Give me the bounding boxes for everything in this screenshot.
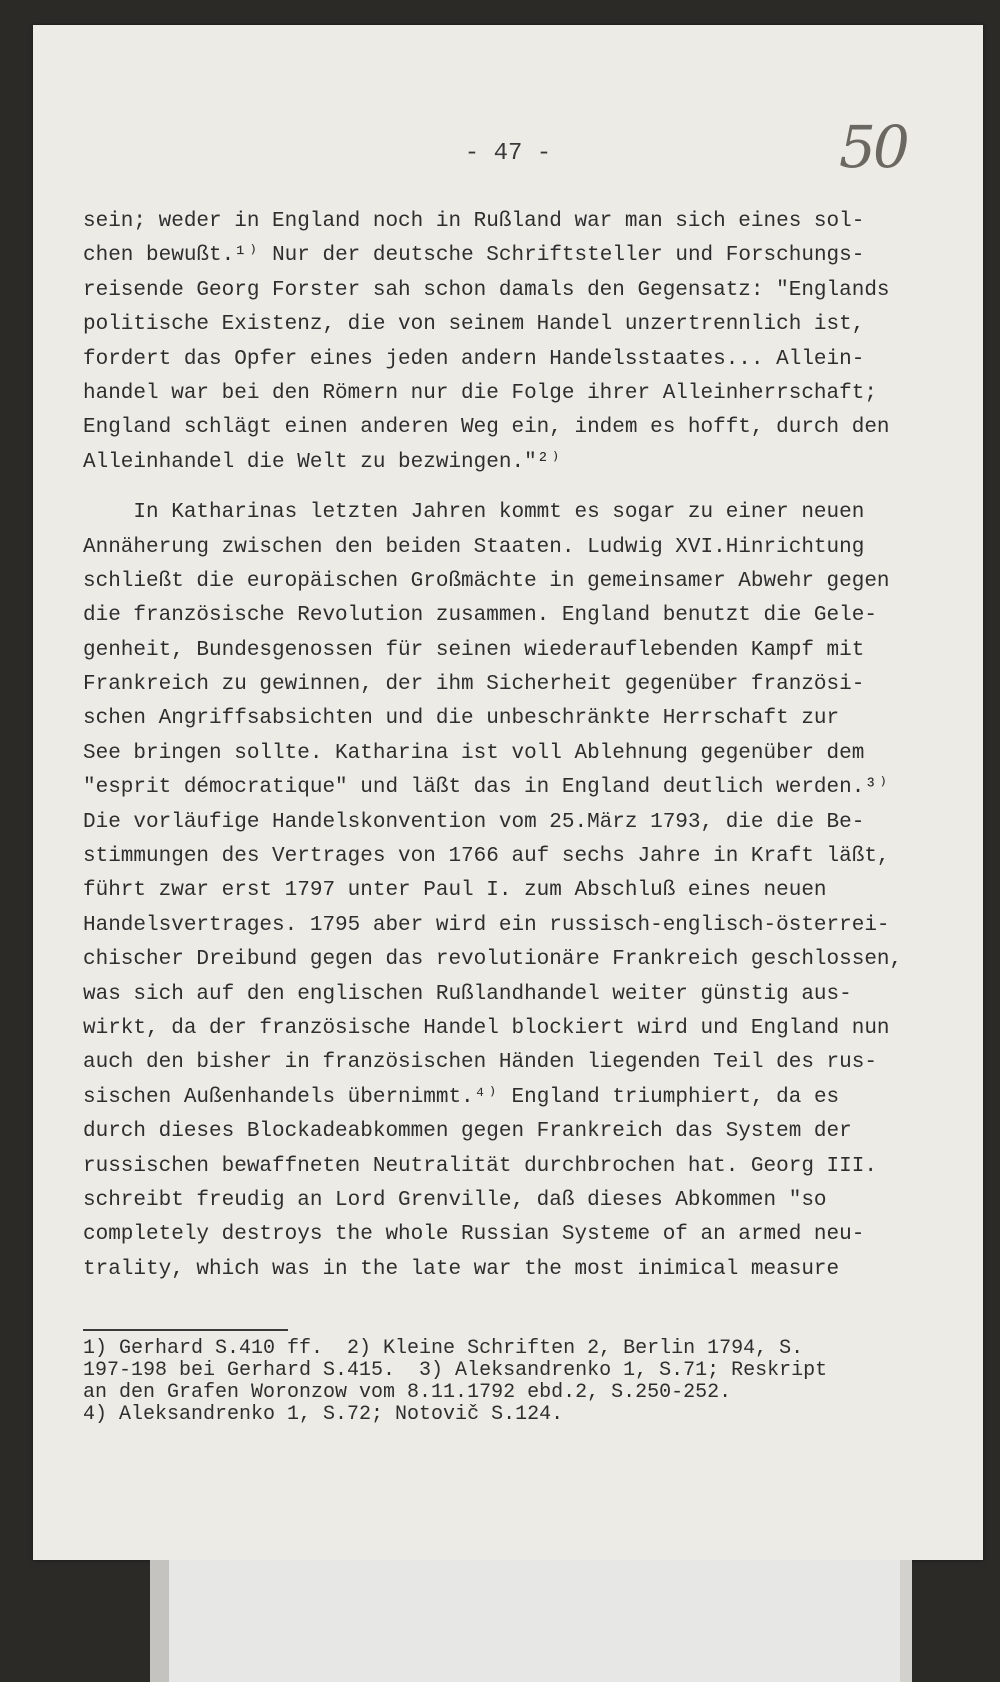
text-line: schreibt freudig an Lord Grenville, daß dieses Abkommen "so xyxy=(83,1188,827,1212)
footnote-line: 4) Aleksandrenko 1, S.72; Notovič S.124. xyxy=(83,1403,564,1426)
footnote-divider xyxy=(83,1329,288,1331)
text-line: trality, which was in the late war the most inimical measure xyxy=(83,1257,840,1281)
text-line: politische Existenz, die von seinem Handel unzertrennlich ist, xyxy=(83,313,865,337)
text-line: genheit, Bundesgenossen für seinen wiederauflebenden Kampf mit xyxy=(83,638,865,662)
text-line: fordert das Opfer eines jeden andern Handelsstaates... Allein- xyxy=(83,347,865,371)
text-line: auch den bisher in französischen Händen liegenden Teil des rus- xyxy=(83,1051,877,1075)
text-line: schließt die europäischen Großmächte in gemeinsamer Abwehr gegen xyxy=(83,569,890,593)
handwritten-archive-number: 50 xyxy=(839,113,907,181)
text-line: was sich auf den englischen Rußlandhandel weiter günstig aus- xyxy=(83,982,852,1006)
text-line: chen bewußt.¹⁾ Nur der deutsche Schriftsteller und Forschungs- xyxy=(83,244,865,268)
text-line: See bringen sollte. Katharina ist voll Ablehnung gegenüber dem xyxy=(83,741,865,765)
footnotes xyxy=(83,1338,963,1426)
text-line: durch dieses Blockadeabkommen gegen Frankreich das System der xyxy=(83,1120,852,1144)
paragraph-gap xyxy=(83,480,963,496)
text-line: russischen bewaffneten Neutralität durchbrochen hat. Georg III. xyxy=(83,1154,877,1178)
text-line: schen Angriffsabsichten und die unbeschränkte Herrschaft zur xyxy=(83,707,840,731)
text-line: chischer Dreibund gegen das revolutionäre Frankreich geschlossen, xyxy=(83,948,903,972)
text-line: In Katharinas letzten Jahren kommt es sogar zu einer neuen xyxy=(83,501,865,525)
lower-sheet-shadow-right xyxy=(900,1560,912,1682)
text-line: Handelsvertrages. 1795 aber wird ein russisch-englisch-österrei- xyxy=(83,913,890,937)
page-number: - 47 - xyxy=(464,140,552,167)
text-line: wirkt, da der französische Handel blockiert wird und England nun xyxy=(83,1016,890,1040)
lower-sheet-edge xyxy=(150,1560,912,1682)
text-line: handel war bei den Römern nur die Folge ihrer Alleinherrschaft; xyxy=(83,381,877,405)
text-line: sein; weder in England noch in Rußland war man sich eines sol- xyxy=(83,210,865,233)
body-text xyxy=(83,205,963,1287)
text-line: Frankreich zu gewinnen, der ihm Sicherheit gegenüber französi- xyxy=(83,673,865,697)
text-line: completely destroys the whole Russian Systeme of an armed neu- xyxy=(83,1223,865,1247)
text-line: "esprit démocratique" und läßt das in England deutlich werden.³⁾ xyxy=(83,776,890,800)
lower-sheet-shadow-left xyxy=(150,1560,169,1682)
text-line: England schlägt einen anderen Weg ein, indem es hofft, durch den xyxy=(83,416,890,440)
text-line: führt zwar erst 1797 unter Paul I. zum Abschluß eines neuen xyxy=(83,879,827,903)
footnote-line: 1) Gerhard S.410 ff. 2) Kleine Schriften 2, Berlin 1794, S. xyxy=(83,1337,804,1360)
footnote-line: an den Grafen Woronzow vom 8.11.1792 ebd.2, S.250-252. xyxy=(83,1381,732,1404)
text-line: Annäherung zwischen den beiden Staaten. Ludwig XVI.Hinrichtung xyxy=(83,535,865,559)
text-line: Die vorläufige Handelskonvention vom 25.März 1793, die die Be- xyxy=(83,810,865,834)
footnote-line: 197-198 bei Gerhard S.415. 3) Aleksandrenko 1, S.71; Reskript xyxy=(83,1359,828,1382)
document-page xyxy=(33,25,983,1560)
text-line: stimmungen des Vertrages von 1766 auf sechs Jahre in Kraft läßt, xyxy=(83,845,890,869)
text-line: Alleinhandel die Welt zu bezwingen."²⁾ xyxy=(83,450,562,474)
text-line: reisende Georg Forster sah schon damals den Gegensatz: "Englands xyxy=(83,278,890,302)
text-line: sischen Außenhandels übernimmt.⁴⁾ England triumphiert, da es xyxy=(83,1085,840,1109)
text-line: die französische Revolution zusammen. England benutzt die Gele- xyxy=(83,604,877,628)
